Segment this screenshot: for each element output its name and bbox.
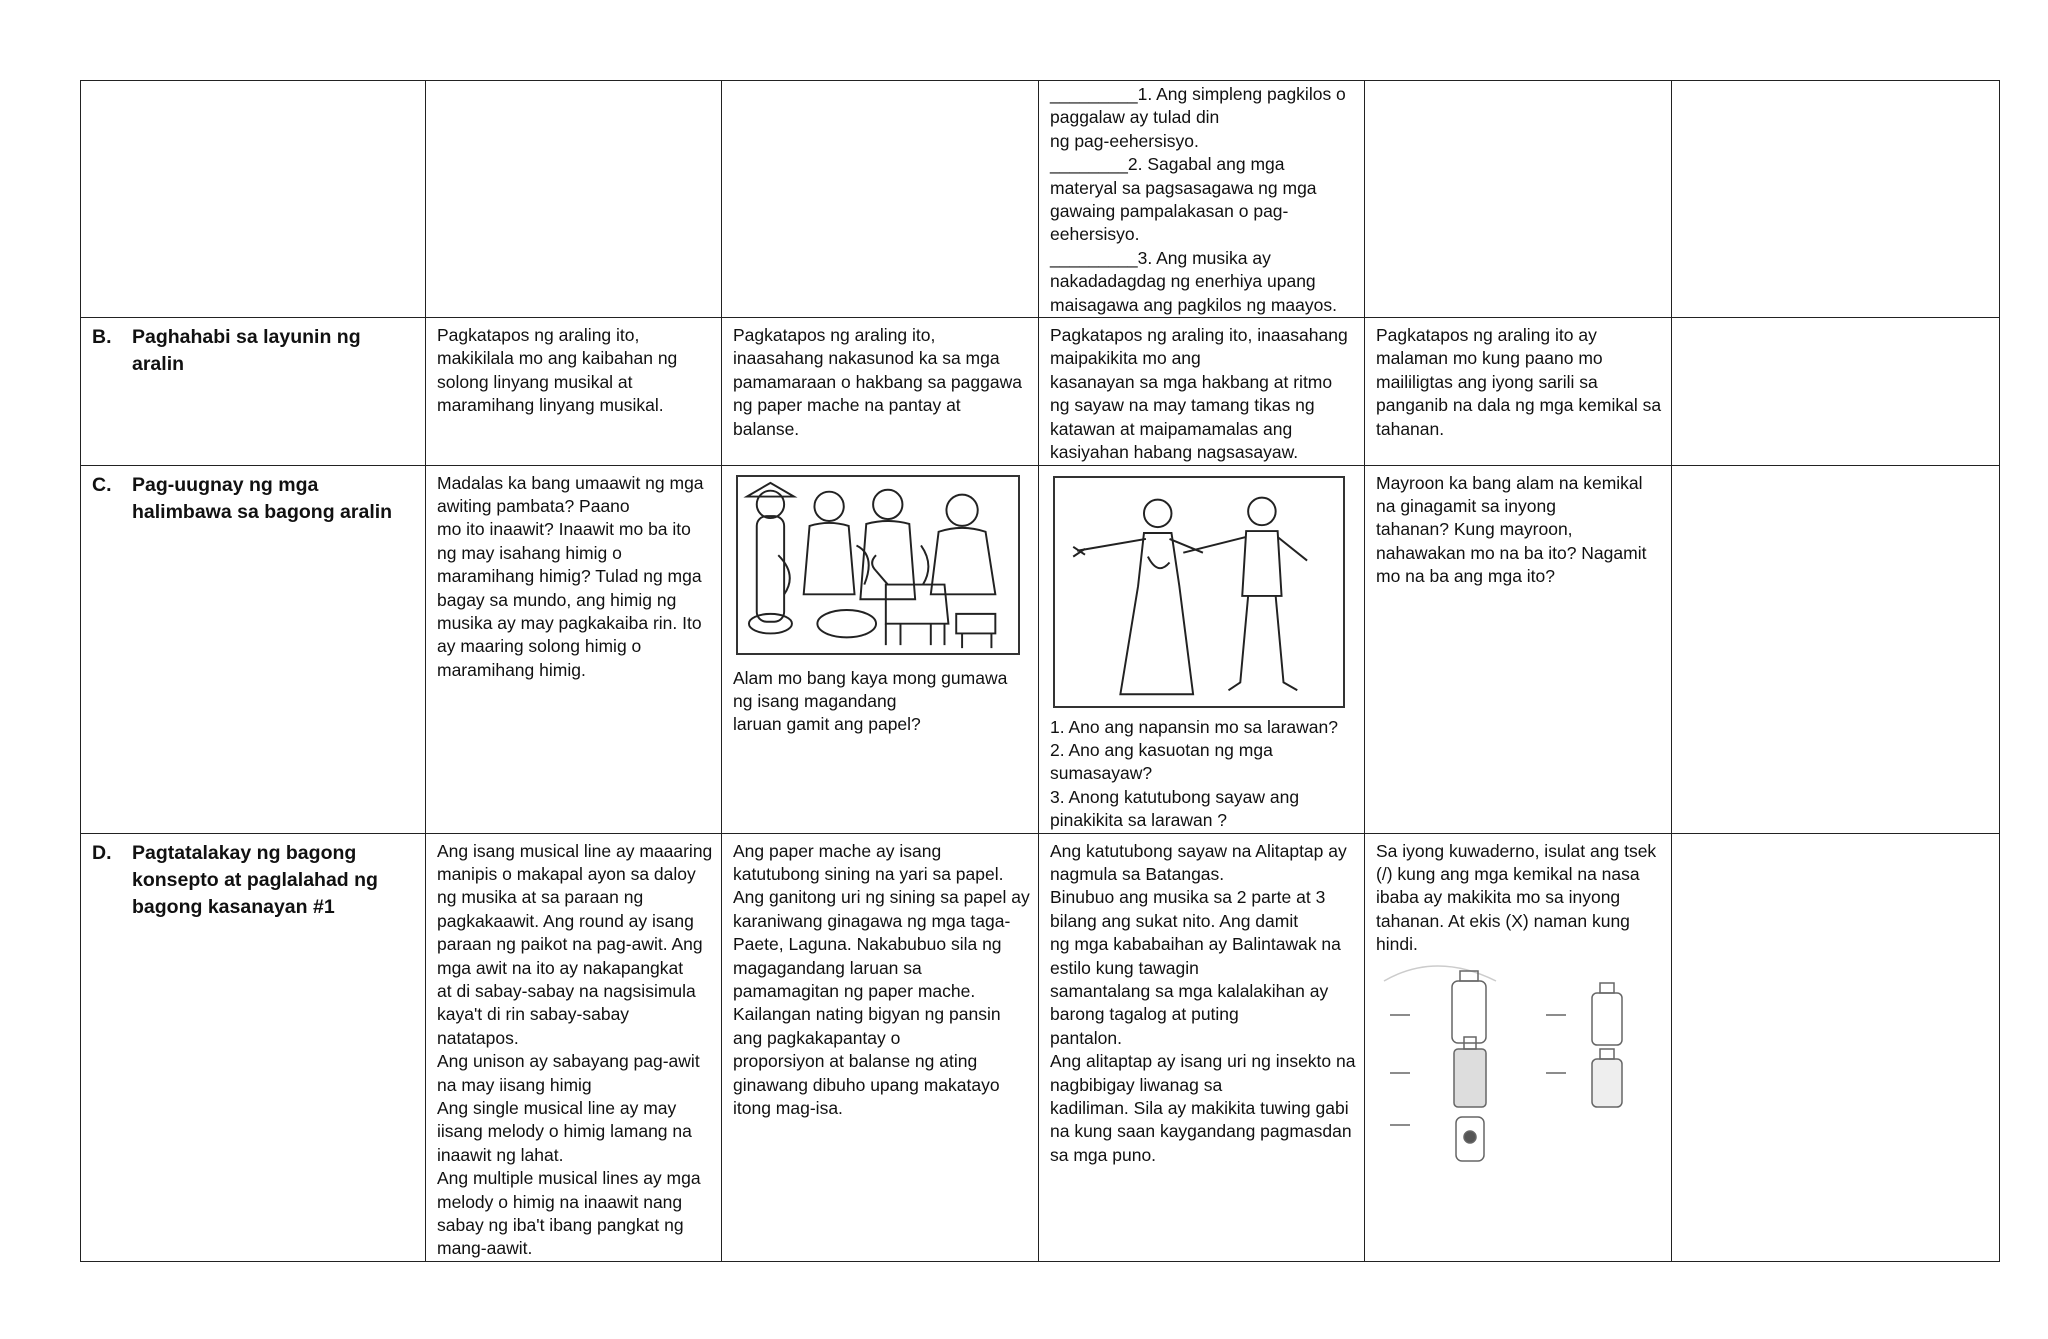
dancers-illustration	[1055, 478, 1343, 706]
household-chemicals-image	[1376, 961, 1666, 1171]
thursday-cell	[1365, 318, 1672, 465]
folk-dancers-image	[1053, 476, 1345, 708]
cell-text: Ang isang musical line ay maaaring manipis o makapal ayon sa daloy ng musika at sa paraan ng pagkakaawit. Ang round ay isang paraan ng paikot na pag-awit. Ang mga awit na ito ay nakapangkat at di sabay-sabay na nagsisimula kaya't di rin sabay-sabay natatapos. Ang unison ay sabayang pag-awit na may iisang himig Ang single musical line ay may iisang melody o himig lamang na inaawit ng lahat. Ang multiple musical lines ay mga melody o himig na inaawit nang sabay ng iba't ibang pangkat ng mang-aawit.	[437, 840, 713, 1259]
monday-cell	[426, 465, 722, 833]
lesson-plan-table	[80, 80, 2000, 1262]
thursday-cell	[1365, 833, 1672, 1261]
row-label: Paghahabi sa layunin ng aralin	[132, 326, 361, 376]
paper-mache-toys-image	[736, 475, 1020, 655]
monday-cell	[426, 318, 722, 465]
tuesday-cell	[722, 318, 1039, 465]
row-label: Pag-uugnay ng mga halimbawa sa bagong aralin	[132, 473, 393, 523]
wednesday-cell	[1039, 81, 1365, 318]
row-label-cell	[81, 81, 426, 318]
table-row	[81, 318, 2000, 465]
tuesday-cell	[722, 465, 1039, 833]
friday-cell	[1672, 833, 2000, 1261]
cell-text: Pagkatapos ng araling ito ay malaman mo kung paano mo maililigtas ang iyong sarili sa panganib na dala ng mga kemikal sa tahanan.	[1376, 325, 1662, 439]
row-letter: D.	[92, 841, 112, 864]
monday-cell	[426, 833, 722, 1261]
cell-text: Pagkatapos ng araling ito, inaasahang nakasunod ka sa mga pamamaraan o hakbang sa paggawa ng paper mache na pantay at balanse.	[733, 325, 1022, 439]
cell-text: Sa iyong kuwaderno, isulat ang tsek (/) kung ang mga kemikal na nasa ibaba ay makikita mo sa inyong tahanan. At ekis (X) naman kung hindi.	[1376, 840, 1657, 955]
table-row	[81, 833, 2000, 1261]
cell-text: Madalas ka bang umaawit ng mga awiting pambata? Paano mo ito inaawit? Inaawit mo ba ito ng may isahang himig o maramihang himig? Tulad ng mga bagay sa mundo, ang himig ng musika ay may pagkakaiba rin. Ito ay maaring solong himig o maramihang himig.	[437, 472, 704, 680]
cell-text: Alam mo bang kaya mong gumawa ng isang magandang laruan gamit ang papel?	[733, 667, 1008, 735]
row-label: Pagtatalakay ng bagong konsepto at paglalahad ng bagong kasanayan #1	[132, 841, 378, 918]
tuesday-cell	[722, 81, 1039, 318]
wednesday-cell	[1039, 465, 1365, 833]
cell-text: Ang paper mache ay isang katutubong sining na yari sa papel. Ang ganitong uri ng sining sa papel ay karaniwang ginagawa ng mga taga-Paete, Laguna. Nakabubuo sila ng magagandang laruan sa pamamagitan ng paper mache. Kailangan nating bigyan ng pansin ang pagkakapantay o proporsiyon at balanse ng ating ginawang dibuho upang makatayo itong mag-isa.	[733, 840, 1030, 1118]
thursday-cell	[1365, 465, 1672, 833]
friday-cell	[1672, 81, 2000, 318]
thursday-cell	[1365, 81, 1672, 318]
row-label-cell	[81, 318, 426, 465]
row-label-cell	[81, 465, 426, 833]
row-letter: C.	[92, 473, 112, 496]
tuesday-cell	[722, 833, 1039, 1261]
row-letter: B.	[92, 326, 112, 349]
table-row	[81, 465, 2000, 833]
friday-cell	[1672, 465, 2000, 833]
paper-mache-illustration	[738, 477, 1018, 653]
chemical-bottles-illustration	[1376, 961, 1666, 1171]
table-row	[81, 81, 2000, 318]
row-label-cell	[81, 833, 426, 1261]
wednesday-cell	[1039, 318, 1365, 465]
cell-text: Pagkatapos ng araling ito, inaasahang maipakikita mo ang kasanayan sa mga hakbang at ritmo ng sayaw na may tamang tikas ng katawan at maipamamalas ang kasiyahan habang nagsasayaw.	[1050, 325, 1348, 463]
wednesday-cell	[1039, 833, 1365, 1261]
quiz-items: _________1. Ang simpleng pagkilos o paggalaw ay tulad din ng pag-eehersisyo. ________2. Sagabal ang mga materyal sa pagsasagawa ng mga gawaing pampalakasan o pag-eehersisyo. _________3. Ang musika ay nakadadagdag ng enerhiya upang maisagawa ang pagkilos ng maayos.	[1050, 84, 1346, 315]
cell-text: Pagkatapos ng araling ito, makikilala mo ang kaibahan ng solong linyang musikal at maramihang linyang musikal.	[437, 325, 678, 416]
cell-text: 1. Ano ang napansin mo sa larawan? 2. Ano ang kasuotan ng mga sumasayaw? 3. Anong katutubong sayaw ang pinakikita sa larawan ?	[1050, 716, 1338, 831]
cell-text: Ang katutubong sayaw na Alitaptap ay nagmula sa Batangas. Binubuo ang musika sa 2 parte at 3 bilang ang sukat nito. Ang damit ng mga kababaihan ay Balintawak na estilo kung tawagin samantalang sa mga kalalakihan ay barong tagalog at puting pantalon. Ang alitaptap ay isang uri ng insekto na nagbibigay liwanag sa kadiliman. Sila ay makikita tuwing gabi na kung saan kaygandang pagmasdan sa mga puno.	[1050, 840, 1356, 1165]
friday-cell	[1672, 318, 2000, 465]
cell-text: Mayroon ka bang alam na kemikal na ginagamit sa inyong tahanan? Kung mayroon, nahawakan mo na ba ito? Nagamit mo na ba ang mga ito?	[1376, 472, 1647, 587]
monday-cell	[426, 81, 722, 318]
